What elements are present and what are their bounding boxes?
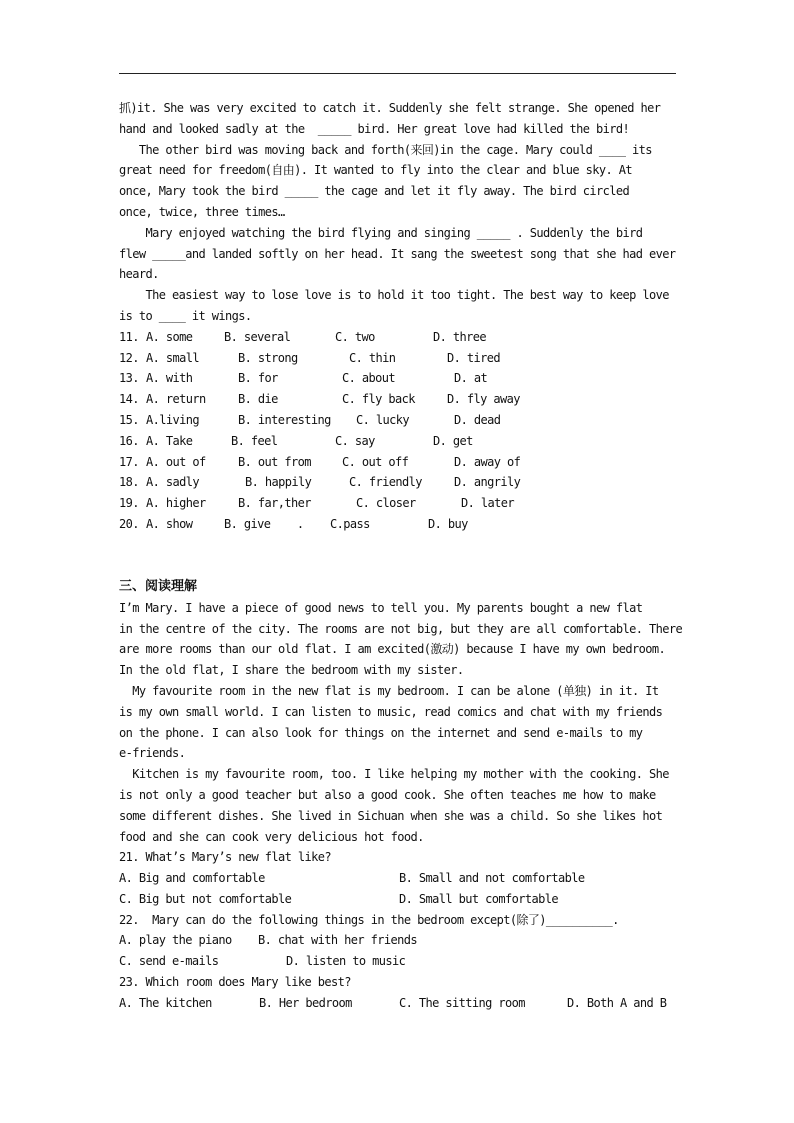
option-d: D. dead [454, 412, 501, 427]
option-d: D. three [433, 329, 486, 344]
passage-line: My favourite room in the new flat is my bedroom. I can be alone (单独) in it. It [119, 683, 659, 698]
reading-questions [119, 847, 711, 1013]
question-number: 13. [119, 371, 139, 386]
question-row [119, 348, 711, 369]
passage-line: The other bird was moving back and forth(来回)in the cage. Mary could ____ its [119, 142, 652, 157]
option-b: B. strong [238, 350, 298, 365]
option-a: A. higher [146, 496, 206, 511]
question-number: 14. [119, 392, 139, 407]
option-b: B. die [238, 392, 278, 407]
reading-passage [119, 598, 711, 848]
option-d: D. away of [454, 454, 521, 469]
option-d: D. later [461, 496, 514, 511]
option-a: A. Big and comfortable [119, 871, 265, 886]
question-stem: 23. Which room does Mary like best? [119, 975, 351, 990]
option-c: C. about [342, 371, 395, 386]
option-a: A. show [146, 516, 193, 531]
question-row [119, 431, 711, 452]
option-a: A. out of [146, 454, 206, 469]
cloze-options [119, 327, 711, 535]
question-number: 18. [119, 475, 139, 490]
option-a: A. Take [146, 433, 193, 448]
option-a: A. some [146, 329, 193, 344]
question-number: 11. [119, 329, 139, 344]
option-c: C. two [335, 329, 375, 344]
passage-line: is my own small world. I can listen to music, read comics and chat with my friends [119, 704, 663, 719]
option-d: D. Small but comfortable [399, 891, 558, 906]
option-d: D. Both A and B [567, 995, 667, 1010]
passage-line: 抓)it. She was very excited to catch it. Suddenly she felt strange. She opened her [119, 101, 661, 115]
passage-line: great need for freedom(自由). It wanted to fly into the clear and blue sky. At [119, 163, 633, 178]
option-c: C. Big but not comfortable [119, 891, 292, 906]
option-b: B. out from [238, 454, 311, 469]
question-number: 17. [119, 454, 139, 469]
question-row [119, 493, 711, 514]
option-row [119, 993, 711, 1014]
option-c: C.pass [330, 516, 370, 531]
question-number: 19. [119, 496, 139, 511]
passage-line: once, Mary took the bird _____ the cage and let it fly away. The bird circled [119, 184, 630, 199]
passage-line: The easiest way to lose love is to hold it too tight. The best way to keep love [119, 288, 669, 303]
option-row [119, 889, 711, 910]
question-row [119, 472, 711, 493]
option-a: A. sadly [146, 475, 199, 490]
option-b: B. for [238, 371, 278, 386]
worksheet [119, 98, 711, 1014]
option-c: C. friendly [349, 475, 422, 490]
question-row [119, 327, 711, 348]
passage-line: are more rooms than our old flat. I am excited(激动) because I have my own bedroom. [119, 642, 666, 657]
option-d: D. tired [447, 350, 500, 365]
passage-line: hand and looked sadly at the _____ bird. Her great love had killed the bird! [119, 121, 630, 136]
option-c: C. thin [349, 350, 396, 365]
option-c: C. out off [342, 454, 409, 469]
question-row [119, 410, 711, 431]
option-row [119, 868, 711, 889]
option-b: B. several [224, 329, 291, 344]
question-number: 16. [119, 433, 139, 448]
option-b: B. happily [245, 475, 312, 490]
question-number: 15. [119, 412, 139, 427]
option-c: C. The sitting room [399, 995, 525, 1010]
option-d: D. angrily [454, 475, 521, 490]
option-b: B. Her bedroom [259, 995, 352, 1010]
question-row [119, 514, 711, 535]
passage-line: is to ____ it wings. [119, 308, 252, 323]
passage-line: e-friends. [119, 746, 186, 761]
option-a: A.living [146, 412, 199, 427]
question-row [119, 368, 711, 389]
option-c: C. lucky [356, 412, 409, 427]
option-c: C. fly back [342, 392, 415, 407]
section-heading: 三、阅读理解 [119, 578, 198, 594]
passage-line: flew _____and landed softly on her head. It sang the sweetest song that she had ever [119, 246, 676, 261]
cloze-passage [119, 98, 711, 327]
option-b: B. feel [231, 433, 278, 448]
passage-line: Kitchen is my favourite room, too. I like helping my mother with the cooking. She [119, 767, 669, 782]
option-a: A. with [146, 371, 193, 386]
option-c: C. closer [356, 496, 416, 511]
option-a: A. return [146, 392, 206, 407]
passage-line: In the old flat, I share the bedroom with my sister. [119, 663, 464, 678]
option-c: C. say [335, 433, 375, 448]
question-stem: 21. What’s Mary’s new flat like? [119, 850, 331, 865]
question-number: 20. [119, 516, 139, 531]
section-spacer [119, 535, 711, 576]
passage-line: on the phone. I can also look for things on the internet and send e-mails to my [119, 725, 643, 740]
option-d: D. buy [428, 516, 468, 531]
option-a: A. play the piano [119, 933, 232, 948]
passage-line: is not only a good teacher but also a good cook. She often teaches me how to make [119, 787, 656, 802]
option-b: B. Small and not comfortable [399, 871, 585, 886]
question-number: 12. [119, 350, 139, 365]
option-b: B. chat with her friends [258, 933, 417, 948]
option-c: C. send e-mails [119, 954, 219, 969]
question-row [119, 389, 711, 410]
passage-line: in the centre of the city. The rooms are not big, but they are all comfortable. There [119, 621, 683, 636]
option-a: A. The kitchen [119, 995, 212, 1010]
header-rule [119, 73, 676, 74]
option-d: D. fly away [447, 392, 520, 407]
option-d: D. listen to music [286, 954, 406, 969]
option-b: B. far,ther [238, 496, 311, 511]
option-row [119, 930, 711, 951]
question-stem: 22. Mary can do the following things in the bedroom except(除了)__________. [119, 912, 619, 927]
passage-line: Mary enjoyed watching the bird flying and singing _____ . Suddenly the bird [119, 225, 643, 240]
option-d: D. get [433, 433, 473, 448]
passage-line: heard. [119, 267, 159, 282]
option-d: D. at [454, 371, 488, 386]
option-row [119, 951, 711, 972]
passage-line: I’m Mary. I have a piece of good news to tell you. My parents bought a new flat [119, 600, 643, 615]
passage-line: some different dishes. She lived in Sichuan when she was a child. So she likes hot [119, 808, 663, 823]
option-a: A. small [146, 350, 199, 365]
option-b: B. give . [224, 516, 304, 531]
question-row [119, 452, 711, 473]
passage-line: once, twice, three times… [119, 204, 285, 219]
passage-line: food and she can cook very delicious hot food. [119, 829, 424, 844]
option-b: B. interesting [238, 412, 331, 427]
